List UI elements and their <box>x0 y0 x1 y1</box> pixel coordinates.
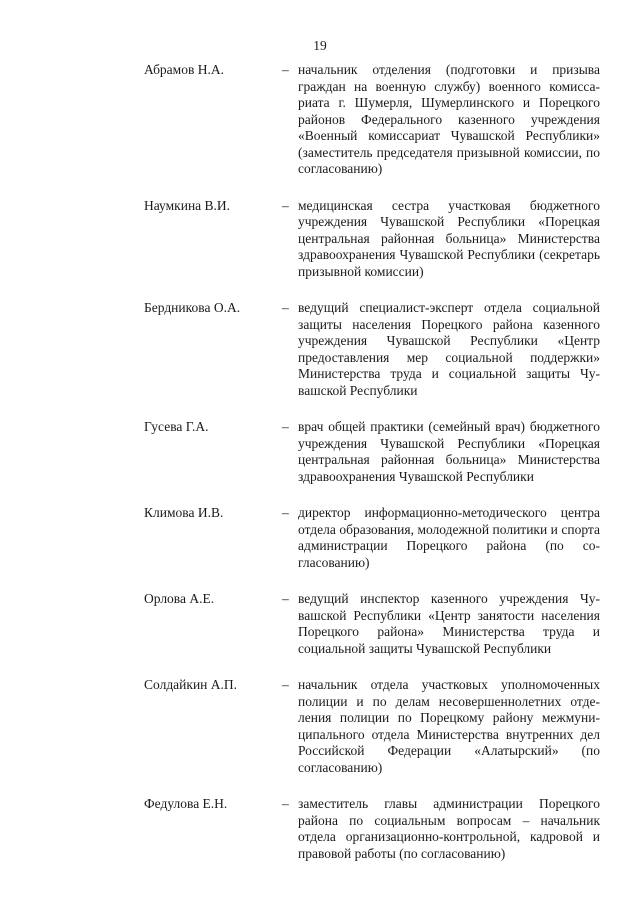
member-position: ведущий инспектор казенного учреждения Чувашской Республики «Центр занятости населения Порецкого района» Министерства труда и социальной защиты Чувашской Республики <box>298 591 600 656</box>
page-number: 19 <box>313 38 327 53</box>
dash-separator: – <box>282 505 289 520</box>
member-entry <box>144 591 600 657</box>
member-entry <box>144 505 600 571</box>
member-entry <box>144 419 600 485</box>
member-entry <box>144 300 600 399</box>
member-position: заместитель главы администрации Порецкого района по социальным вопросам – начальник отдела организационно-контрольной, кадровой и правовой работы (по согласованию) <box>298 796 600 861</box>
member-position: начальник отделения (подготовки и призыва граждан на военную службу) военного комиссариата г. Шумерля, Шумерлинского и Порецкого районов Федерального казенного учреждения «Военный комиссариат Чувашской Республики» (заместитель председателя призывной комиссии, по согласованию) <box>298 62 600 176</box>
member-entry <box>144 198 600 281</box>
dash-separator: – <box>282 677 289 692</box>
member-position: директор информационно-методического центра отдела образования, молодежной политики и спорта администрации Порецкого района (по согласованию) <box>298 505 600 570</box>
member-entry <box>144 796 600 862</box>
member-name: Бердникова О.А. <box>144 300 241 315</box>
dash-separator: – <box>282 591 289 606</box>
member-name: Федулова Е.Н. <box>144 796 228 811</box>
dash-separator: – <box>282 796 289 811</box>
commission-members-list <box>144 62 600 862</box>
member-entry <box>144 677 600 776</box>
dash-separator: – <box>282 197 289 213</box>
dash-separator: – <box>282 419 289 434</box>
member-position: медицинская сестра участковая бюджетного учреждения Чувашской Республики «Порецкая центральная районная больница» Министерства здравоохранения Чувашской Республики (секретарь призывной комиссии) <box>298 197 600 279</box>
dash-separator: – <box>282 62 289 77</box>
member-name: Гусева Г.А. <box>144 419 209 434</box>
member-name: Солдайкин А.П. <box>144 677 238 692</box>
dash-separator: – <box>282 300 289 315</box>
member-name: Орлова А.Е. <box>144 591 215 606</box>
member-position: начальник отдела участковых уполномоченных полиции и по делам несовершеннолетних отделения полиции по Порецкому району межмуниципального отдела Министерства внутренних дел Российской Федерации «Алатырский» (по согласованию) <box>298 677 600 775</box>
member-position: ведущий специалист-эксперт отдела социальной защиты населения Порецкого района казенного учреждения Чувашской Республики «Центр предоставления мер социальной поддержки» Министерства труда и социальной защиты Чувашской Республики <box>298 300 600 398</box>
member-name: Климова И.В. <box>144 505 224 520</box>
member-name: Наумкина В.И. <box>144 197 231 213</box>
member-entry <box>144 62 600 178</box>
member-position: врач общей практики (семейный врач) бюджетного учреждения Чувашской Республики «Порецкая центральная районная больница» Министерства здравоохранения Чувашской Республики <box>298 419 600 484</box>
member-name: Абрамов Н.А. <box>144 62 224 77</box>
